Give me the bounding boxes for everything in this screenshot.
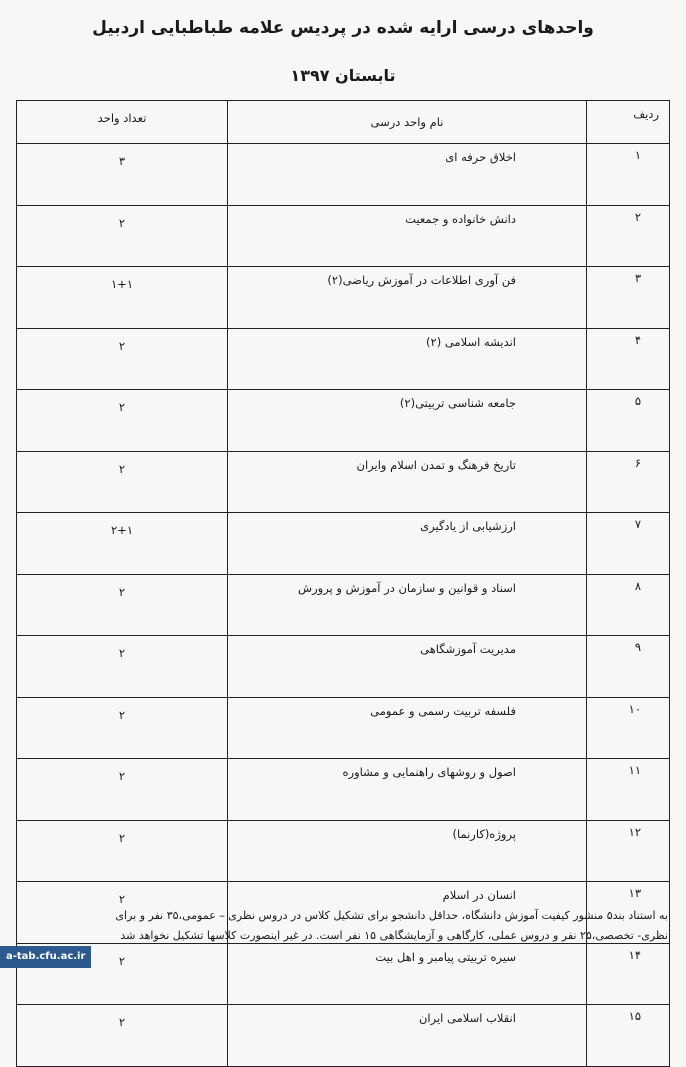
term-subtitle: تابستان ۱۳۹۷: [290, 66, 396, 85]
row-number: ۱۴: [587, 943, 670, 1005]
row-number: ۱۱: [587, 759, 670, 821]
course-name: فن آوری اطلاعات در آموزش ریاضی(۲): [228, 267, 587, 329]
course-name: ارزشیابی از یادگیری: [228, 513, 587, 575]
table-row: [17, 820, 670, 882]
row-number: ۱۳: [587, 882, 670, 944]
table-row: [17, 759, 670, 821]
footnote-line-2: نظری- تخصصی،۲۵ نفر و دروس عملی، کارگاهی و آزمایشگاهی ۱۵ نفر است. در غیر اینصورت کلاسها تشکیل نخواهد شد: [120, 929, 668, 942]
table-row: [17, 513, 670, 575]
table-row: [17, 697, 670, 759]
unit-count: ۲: [17, 636, 228, 698]
unit-count: ۲: [17, 882, 228, 944]
row-number: ۱: [587, 144, 670, 206]
row-number: ۸: [587, 574, 670, 636]
table-row: [17, 267, 670, 329]
course-name: جامعه شناسی تربیتی(۲): [228, 390, 587, 452]
column-header-units: تعداد واحد: [17, 101, 228, 144]
column-header-row-number: ردیف: [587, 101, 670, 144]
page-title: واحدهای درسی ارایه شده در پردیس علامه طباطبایی اردبیل: [92, 18, 594, 38]
unit-count: ۲+۱: [17, 513, 228, 575]
table-row: [17, 943, 670, 1005]
footnote-line-1: به استناد بند۵ منشور کیفیت آموزش دانشگاه، حداقل دانشجو برای تشکیل کلاس در دروس نظری – عمومی،۳۵ نفر و برای: [115, 909, 668, 922]
course-name: مدیریت آموزشگاهی: [228, 636, 587, 698]
unit-count: ۲: [17, 390, 228, 452]
table-row: [17, 205, 670, 267]
course-name: دانش خانواده و جمعیت: [228, 205, 587, 267]
row-number: ۶: [587, 451, 670, 513]
unit-count: ۲: [17, 697, 228, 759]
unit-count: ۲: [17, 451, 228, 513]
row-number: ۵: [587, 390, 670, 452]
course-name: پروژه(کارنما): [228, 820, 587, 882]
row-number: ۹: [587, 636, 670, 698]
unit-count: ۲: [17, 574, 228, 636]
row-number: ۱۵: [587, 1005, 670, 1067]
course-name: تاریخ فرهنگ و تمدن اسلام وایران: [228, 451, 587, 513]
course-name: اندیشه اسلامی (۲): [228, 328, 587, 390]
table-header-row: [17, 101, 670, 144]
row-number: ۷: [587, 513, 670, 575]
unit-count: ۲: [17, 205, 228, 267]
enrollment-footnote: [20, 906, 668, 946]
table-row: [17, 636, 670, 698]
unit-count: ۱+۱: [17, 267, 228, 329]
unit-count: ۲: [17, 943, 228, 1005]
table-row: [17, 390, 670, 452]
course-name: سیره تربیتی پیامبر و اهل بیت: [228, 943, 587, 1005]
table-row: [17, 451, 670, 513]
row-number: ۴: [587, 328, 670, 390]
unit-count: ۲: [17, 328, 228, 390]
unit-count: ۲: [17, 1005, 228, 1067]
unit-count: ۳: [17, 144, 228, 206]
table-row: [17, 328, 670, 390]
row-number: ۱۰: [587, 697, 670, 759]
unit-count: ۲: [17, 759, 228, 821]
course-name: اسناد و قوانین و سازمان در آموزش و پرورش: [228, 574, 587, 636]
course-name: اصول و روشهای راهنمایی و مشاوره: [228, 759, 587, 821]
row-number: ۲: [587, 205, 670, 267]
table-row: [17, 574, 670, 636]
course-name: انقلاب اسلامی ایران: [228, 1005, 587, 1067]
row-number: ۳: [587, 267, 670, 329]
column-header-course-name: نام واحد درسی: [228, 101, 587, 144]
site-watermark[interactable]: a-tab.cfu.ac.ir: [0, 946, 91, 968]
course-name: فلسفه تربیت رسمی و عمومی: [228, 697, 587, 759]
course-name: انسان در اسلام: [228, 882, 587, 944]
unit-count: ۲: [17, 820, 228, 882]
table-row: [17, 144, 670, 206]
row-number: ۱۲: [587, 820, 670, 882]
course-name: اخلاق حرفه ای: [228, 144, 587, 206]
table-row: [17, 1005, 670, 1067]
